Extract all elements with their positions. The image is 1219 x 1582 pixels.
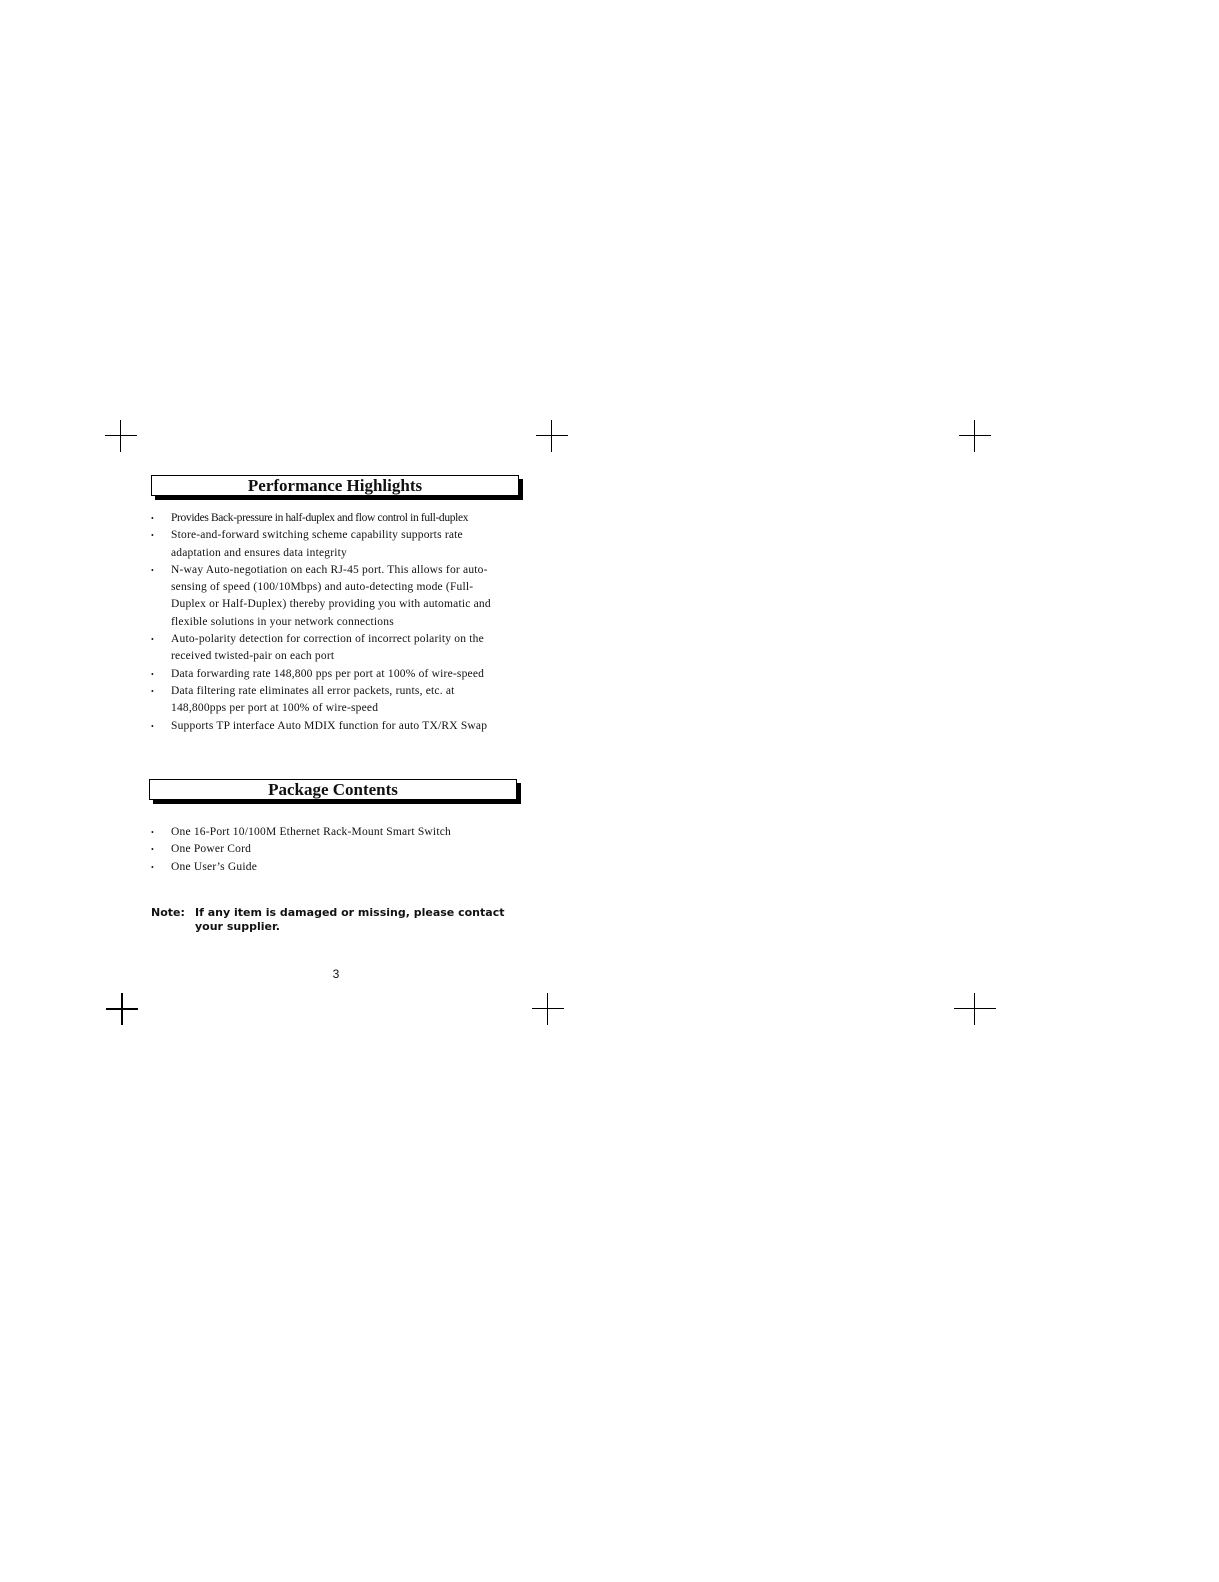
page-number: 3 [332,967,340,981]
list-item: • One 16-Port 10/100M Ethernet Rack-Mount Smart Switch [151,824,491,841]
list-item: • One User’s Guide [151,859,491,876]
crop-mark-top-right [959,420,991,452]
list-item: • Data filtering rate eliminates all error packets, runts, etc. at 148,800pps per port at 100% of wire-speed [151,683,491,718]
list-item: • One Power Cord [151,841,491,858]
package-contents-heading: Package Contents [149,779,517,800]
crop-mark-bottom-right [954,993,996,1025]
list-item: • Data forwarding rate 148,800 pps per port at 100% of wire-speed [151,666,491,683]
list-item: • N-way Auto-negotiation on each RJ-45 port. This allows for auto-sensing of speed (100/10Mbps) and auto-detecting mode (Full-Duplex or Half-Duplex) thereby providing you with automatic and flexible solutions in your network connections [151,562,491,631]
note [151,906,511,934]
list-item: • Store-and-forward switching scheme capability supports rate adaptation and ensures data integrity [151,527,491,562]
performance-highlights-list [151,510,491,735]
crop-mark-bottom-center [532,993,564,1025]
note-label: Note: [151,906,185,919]
crop-mark-top-center [536,420,568,452]
crop-mark-bottom-left [106,993,138,1025]
list-item: • Supports TP interface Auto MDIX function for auto TX/RX Swap [151,718,491,735]
crop-mark-top-left [105,420,137,452]
performance-highlights-heading: Performance Highlights [151,475,519,496]
package-contents-list [151,824,491,876]
list-item: • Auto-polarity detection for correction of incorrect polarity on the received twisted-pair on each port [151,631,491,666]
list-item: • Provides Back-pressure in half-duplex and flow control in full-duplex [151,510,491,527]
note-text: If any item is damaged or missing, please contact your supplier. [195,906,505,933]
